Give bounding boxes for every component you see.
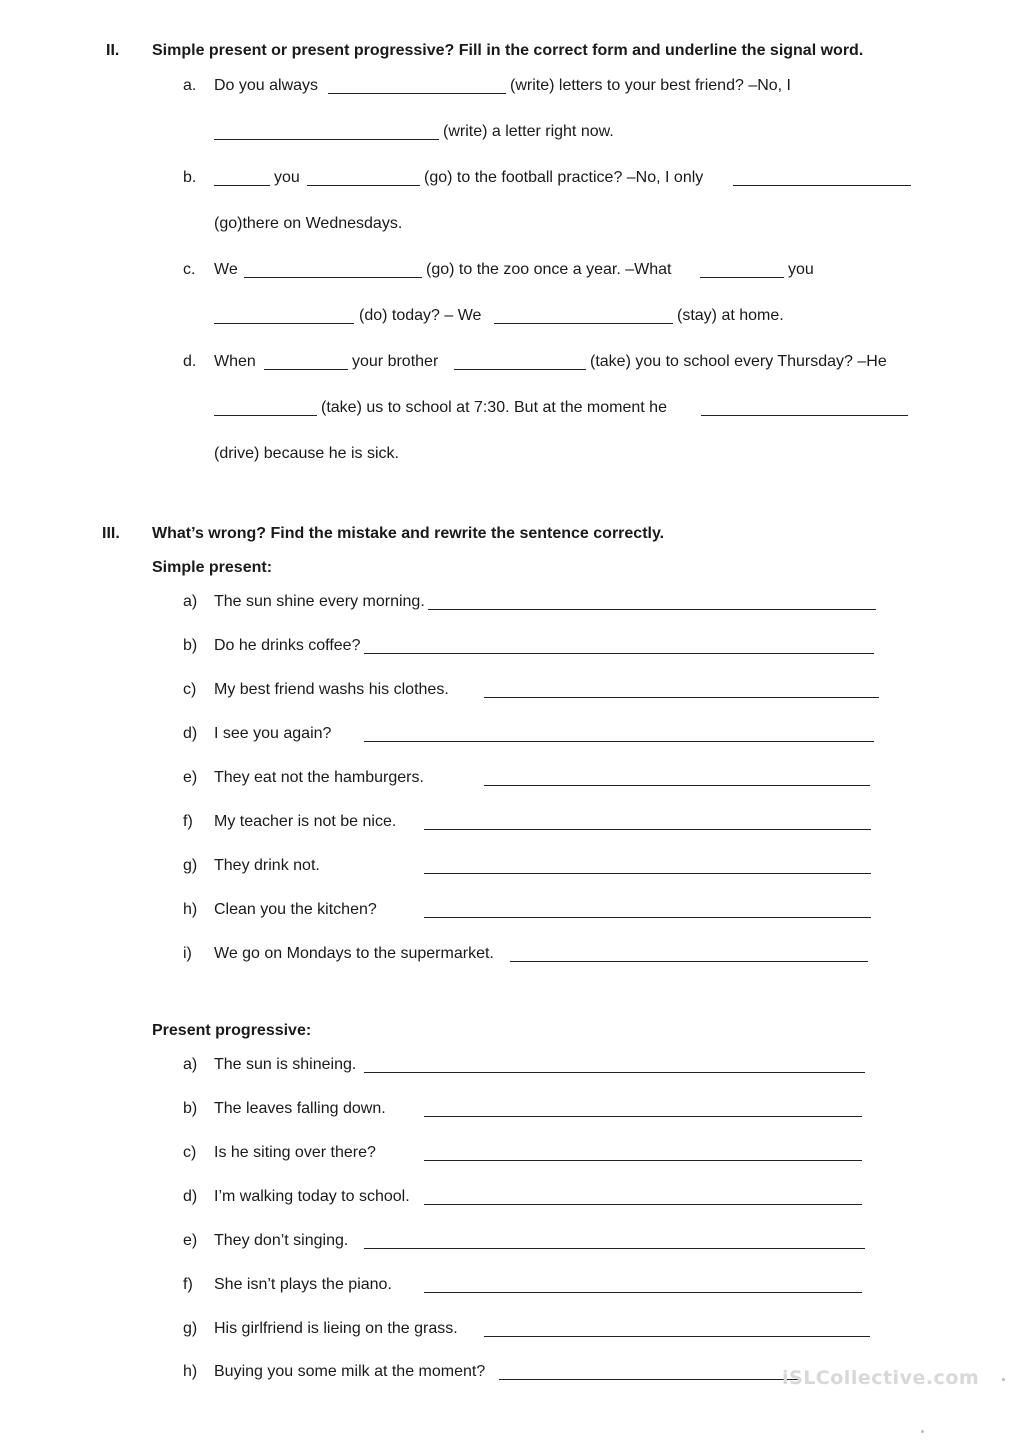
list-item-label: d) [183,725,198,742]
blank-2c-1[interactable] [244,277,422,278]
list-item-text: They eat not the hamburgers. [214,769,424,786]
exercise-2a-text: (write) letters to your best friend? –No, I [510,77,791,94]
section-3-heading: What’s wrong? Find the mistake and rewrite the sentence correctly. [152,525,665,542]
list-item-label: d) [183,1188,198,1205]
blank-2b-3[interactable] [733,185,911,186]
answer-line[interactable] [424,1160,862,1161]
blank-2c-2[interactable] [700,277,784,278]
answer-line[interactable] [364,1248,865,1249]
list-item-label: g) [183,1320,198,1337]
exercise-2b-text: (go) to the football practice? –No, I only [424,169,704,186]
list-item-text: They don’t singing. [214,1232,349,1249]
list-item-label: i) [183,945,192,962]
blank-2a-2[interactable] [214,139,439,140]
exercise-2a-label: a. [183,77,197,94]
answer-line[interactable] [424,873,871,874]
list-item-text: The sun is shineing. [214,1056,357,1073]
decorative-dot [1002,1378,1005,1381]
list-item-label: a) [183,593,198,610]
watermark: iSLCollective.com [782,1367,980,1389]
exercise-2c-text: (do) today? – We [359,307,482,324]
answer-line[interactable] [364,1072,865,1073]
blank-2c-4[interactable] [494,323,673,324]
answer-line[interactable] [364,653,874,654]
list-item-text: The leaves falling down. [214,1100,386,1117]
answer-line[interactable] [424,829,871,830]
section-3-numeral: III. [102,525,120,542]
exercise-2d-text: (take) you to school every Thursday? –He [590,353,887,370]
list-item-text: My teacher is not be nice. [214,813,397,830]
answer-line[interactable] [428,609,876,610]
list-item-text: I see you again? [214,725,332,742]
list-item-text: The sun shine every morning. [214,593,425,610]
simple-present-title: Simple present: [152,559,273,576]
exercise-2a-text: Do you always [214,77,319,94]
section-2-heading: Simple present or present progressive? Fill in the correct form and underline the signal word. [152,42,864,59]
blank-2d-1[interactable] [264,369,348,370]
list-item-label: f) [183,813,193,830]
answer-line[interactable] [510,961,868,962]
exercise-2b-label: b. [183,169,197,186]
list-item-text: His girlfriend is lieing on the grass. [214,1320,458,1337]
blank-2d-2[interactable] [454,369,586,370]
list-item-label: b) [183,637,198,654]
exercise-2c-label: c. [183,261,196,278]
blank-2a-1[interactable] [328,93,506,94]
list-item-label: a) [183,1056,198,1073]
answer-line[interactable] [484,1336,870,1337]
list-item-label: g) [183,857,198,874]
list-item-text: Clean you the kitchen? [214,901,377,918]
present-progressive-title: Present progressive: [152,1022,312,1039]
exercise-2b-text: you [274,169,300,186]
exercise-2d-label: d. [183,353,197,370]
exercise-2d-text: your brother [352,353,439,370]
list-item-text: We go on Mondays to the supermarket. [214,945,494,962]
exercise-2c-text: you [788,261,814,278]
decorative-dot [921,1430,924,1433]
list-item-text: My best friend washs his clothes. [214,681,449,698]
blank-2c-3[interactable] [214,323,354,324]
list-item-label: f) [183,1276,193,1293]
answer-line[interactable] [424,1292,862,1293]
exercise-2c-text: We [214,261,238,278]
blank-2d-3[interactable] [214,415,317,416]
answer-line[interactable] [424,1116,862,1117]
exercise-2d-text: When [214,353,256,370]
list-item-label: h) [183,901,198,918]
blank-2b-2[interactable] [307,185,420,186]
list-item-text: She isn’t plays the piano. [214,1276,392,1293]
list-item-text: Is he siting over there? [214,1144,376,1161]
list-item-label: c) [183,1144,197,1161]
list-item-label: e) [183,1232,198,1249]
list-item-label: c) [183,681,197,698]
exercise-2d-text: (drive) because he is sick. [214,445,399,462]
exercise-2c-text: (go) to the zoo once a year. –What [426,261,672,278]
answer-line[interactable] [424,917,871,918]
exercise-2b-text: (go)there on Wednesdays. [214,215,403,232]
blank-2d-4[interactable] [701,415,908,416]
list-item-label: e) [183,769,198,786]
answer-line[interactable] [364,741,874,742]
exercise-2c-text: (stay) at home. [677,307,784,324]
list-item-text: Do he drinks coffee? [214,637,361,654]
answer-line[interactable] [484,785,870,786]
list-item-text: I’m walking today to school. [214,1188,410,1205]
list-item-label: h) [183,1363,198,1380]
list-item-label: b) [183,1100,198,1117]
answer-line[interactable] [484,697,879,698]
answer-line[interactable] [424,1204,862,1205]
exercise-2a-text: (write) a letter right now. [443,123,614,140]
answer-line[interactable] [499,1379,799,1380]
exercise-2d-text: (take) us to school at 7:30. But at the moment he [321,399,667,416]
section-2-numeral: II. [106,42,120,59]
list-item-text: They drink not. [214,857,320,874]
blank-2b-1[interactable] [214,185,270,186]
list-item-text: Buying you some milk at the moment? [214,1363,486,1380]
